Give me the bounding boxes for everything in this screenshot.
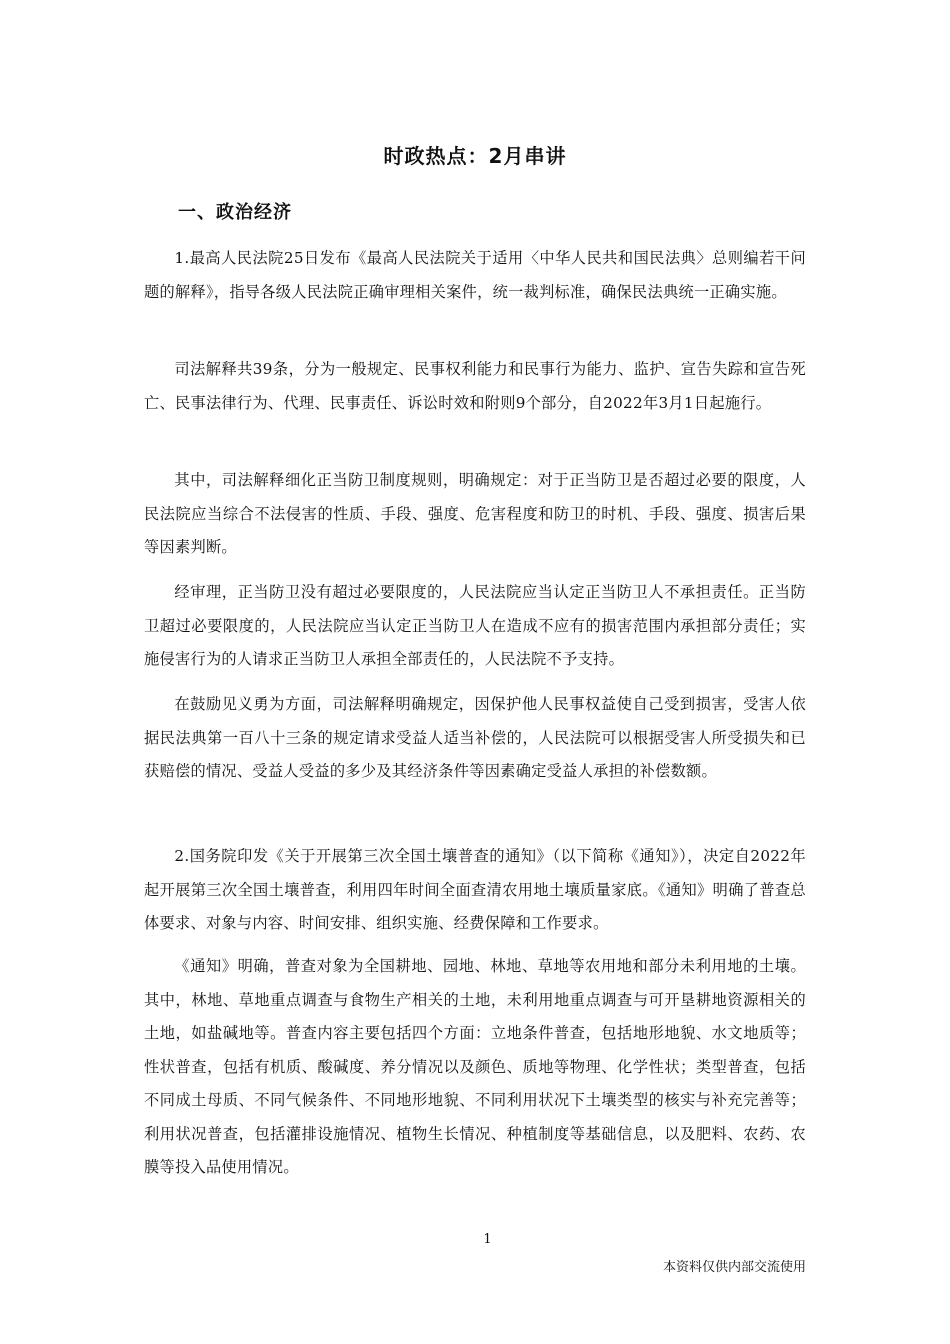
document-title: 时政热点：2月串讲 [383, 144, 567, 168]
paragraph-2: 司法解释共39条，分为一般规定、民事权利能力和民事行为能力、监护、宣告失踪和宣告死亡、民事法律行为、代理、民事责任、诉讼时效和附则9个部分，自2022年3月1日起施行。 [144, 360, 806, 412]
footer-note: 本资料仅供内部交流使用 [662, 1260, 806, 1275]
section-heading: 一、政治经济 [178, 202, 292, 223]
page-number: 1 [483, 1232, 492, 1247]
paragraph-4: 经审理，正当防卫没有超过必要限度的，人民法院应当认定正当防卫人不承担责任。正当防卫超过必要限度的，人民法院应当认定正当防卫人在造成不应有的损害范围内承担部分责任；实施侵害行为的人请求正当防卫人承担全部责任的，人民法院不予支持。 [144, 583, 806, 668]
paragraph-3: 其中，司法解释细化正当防卫制度规则，明确规定：对于正当防卫是否超过必要的限度，人民法院应当综合不法侵害的性质、手段、强度、危害程度和防卫的时机、手段、强度、损害后果等因素判断。 [144, 471, 806, 556]
paragraph-5: 在鼓励见义勇为方面，司法解释明确规定，因保护他人民事权益使自己受到损害，受害人依据民法典第一百八十三条的规定请求受益人适当补偿的，人民法院可以根据受害人所受损失和已获赔偿的情况、受益人受益的多少及其经济条件等因素确定受益人承担的补偿数额。 [144, 695, 806, 780]
paragraph-1: 1.最高人民法院25日发布《最高人民法院关于适用〈中华人民共和国民法典〉总则编若干问题的解释》，指导各级人民法院正确审理相关案件，统一裁判标准，确保民法典统一正确实施。 [144, 249, 806, 301]
paragraph-7: 《通知》明确，普查对象为全国耕地、园地、林地、草地等农用地和部分未利用地的土壤。其中，林地、草地重点调查与食物生产相关的土地，未利用地重点调查与可开垦耕地资源相关的土地，如盐碱地等。普查内容主要包括四个方面：立地条件普查，包括地形地貌、水文地质等；性状普查，包括有机质、酸碱度、养分情况以及颜色、质地等物理、化学性状；类型普查，包括不同成土母质、不同气候条件、不同地形地貌、不同利用状况下土壤类型的核实与补充完善等；利用状况普查，包括灌排设施情况、植物生长情况、种植制度等基础信息，以及肥料、农药、农膜等投入品使用情况。 [144, 957, 806, 1176]
paragraph-6: 2.国务院印发《关于开展第三次全国土壤普查的通知》（以下简称《通知》），决定自2022年起开展第三次全国土壤普查，利用四年时间全面查清农用地土壤质量家底。《通知》明确了普查总体要求、对象与内容、时间安排、组织实施、经费保障和工作要求。 [144, 847, 806, 932]
